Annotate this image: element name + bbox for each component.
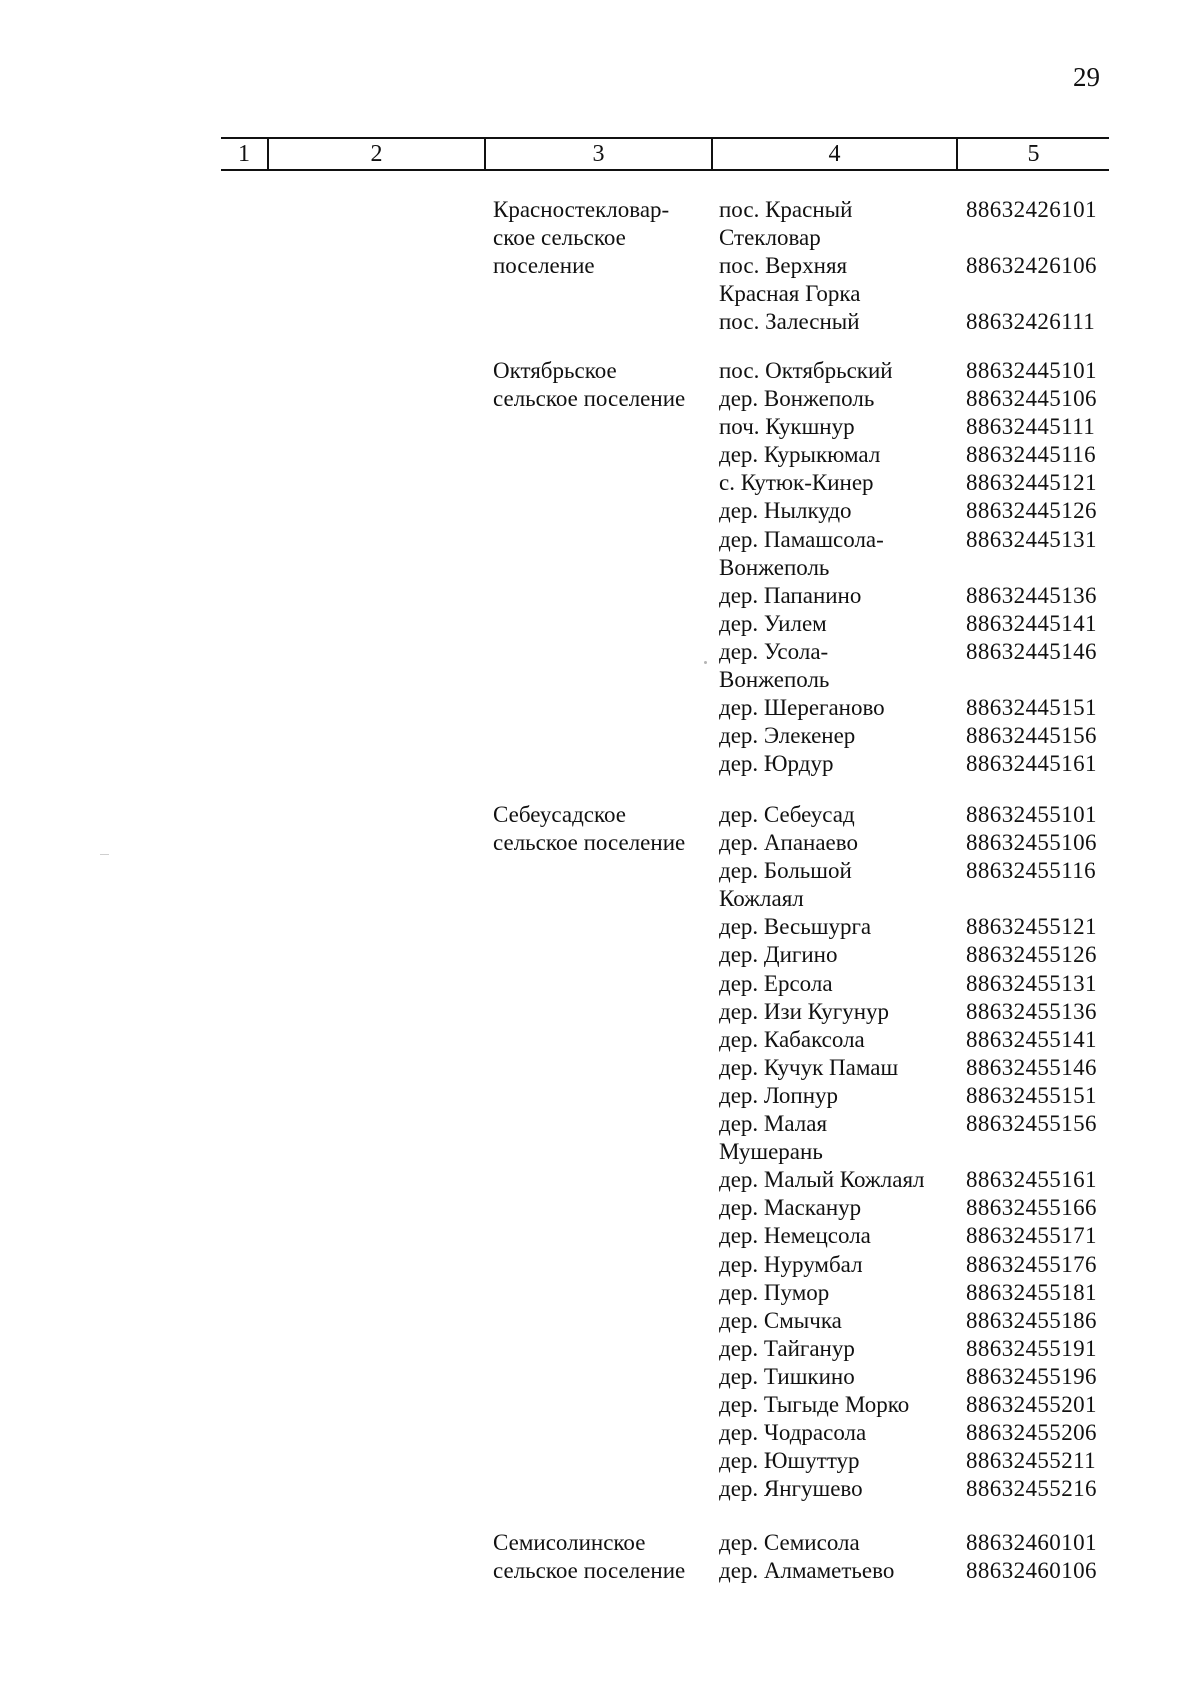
- table-row: [0, 750, 1200, 778]
- table-row: [0, 1251, 1200, 1279]
- okato-code: 88632455196: [966, 1363, 1097, 1389]
- okato-code: 88632445146: [966, 638, 1097, 664]
- okato-code: 88632445116: [966, 442, 1097, 468]
- locality-name: с. Кутюк-Кинер: [719, 470, 874, 496]
- okato-code: 88632460106: [966, 1558, 1097, 1584]
- table-row: [0, 722, 1200, 750]
- okato-code: 88632445101: [966, 358, 1097, 383]
- locality-name: дер. Малая Мушерань: [719, 1111, 828, 1165]
- locality-name: дер. Изи Кугунур: [719, 998, 890, 1024]
- table-row: [0, 1222, 1200, 1250]
- okato-code: 88632455216: [966, 1476, 1097, 1502]
- table-row: [0, 913, 1200, 941]
- locality-name: дер. Семисола: [719, 1530, 860, 1555]
- table-row: [0, 1419, 1200, 1447]
- settlement-name: Себеусадское сельское поселение: [493, 802, 686, 856]
- table-row: [0, 1054, 1200, 1082]
- locality-name: дер. Кабаксола: [719, 1026, 865, 1052]
- settlement-name: Семисолинское сельское поселение: [493, 1530, 686, 1584]
- locality-name: дер. Юшуттур: [719, 1448, 860, 1474]
- locality-name: дер. Дигино: [719, 942, 838, 968]
- table-row: [0, 308, 1200, 336]
- table-row: [0, 1447, 1200, 1475]
- table-row: [0, 1335, 1200, 1363]
- locality-name: дер. Янгушево: [719, 1476, 863, 1502]
- header-col-3: 3: [592, 141, 605, 167]
- locality-name: дер. Себеусад: [719, 802, 855, 827]
- locality-list: [0, 196, 1200, 336]
- okato-code: 88632426106: [966, 253, 1097, 279]
- locality-name: дер. Ерсола: [719, 970, 833, 996]
- okato-code: 88632455166: [966, 1195, 1097, 1221]
- table-row: [0, 1166, 1200, 1194]
- settlement-name: Красностекловар- ское сельское поселение: [493, 197, 670, 279]
- locality-name: дер. Масканур: [719, 1195, 862, 1221]
- table-row: [0, 1026, 1200, 1054]
- locality-name: дер. Курыкюмал: [719, 442, 881, 468]
- locality-name: поч. Кукшнур: [719, 414, 855, 440]
- table-row: [0, 829, 1200, 857]
- okato-code: 88632445121: [966, 470, 1097, 496]
- table-row: [0, 1529, 1200, 1557]
- okato-code: 88632455201: [966, 1391, 1097, 1417]
- locality-name: пос. Октябрьский: [719, 358, 893, 383]
- table-row: [0, 1307, 1200, 1335]
- okato-code: 88632445111: [966, 414, 1096, 440]
- okato-code: 88632455171: [966, 1223, 1097, 1249]
- locality-name: дер. Памашсола- Вонжеполь: [719, 526, 884, 580]
- locality-list: [0, 1529, 1200, 1585]
- locality-name: дер. Тайганур: [719, 1335, 855, 1361]
- table-row: [0, 1475, 1200, 1503]
- okato-code: 88632455116: [966, 858, 1097, 884]
- okato-code: 88632445106: [966, 386, 1097, 412]
- table-row: [0, 1279, 1200, 1307]
- table-row: [0, 1557, 1200, 1585]
- okato-code: 88632455151: [966, 1082, 1097, 1108]
- okato-code: 88632455136: [966, 998, 1097, 1024]
- table-row: [0, 801, 1200, 829]
- table-row: [0, 1110, 1200, 1166]
- locality-name: дер. Чодрасола: [719, 1420, 867, 1446]
- table-row: [0, 610, 1200, 638]
- locality-name: дер. Немецсола: [719, 1223, 871, 1249]
- locality-name: пос. Залесный: [719, 309, 860, 335]
- settlement-name: Октябрьское сельское поселение: [493, 358, 686, 412]
- locality-name: дер. Кучук Памаш: [719, 1054, 899, 1080]
- locality-name: пос. Красный Стекловар: [719, 197, 853, 251]
- okato-code: 88632445141: [966, 610, 1097, 636]
- locality-name: пос. Верхняя Красная Горка: [719, 253, 861, 307]
- okato-code: 88632455141: [966, 1026, 1097, 1052]
- table-row: [0, 1194, 1200, 1222]
- okato-code: 88632455206: [966, 1420, 1097, 1446]
- okato-code: 88632426101: [966, 197, 1097, 222]
- locality-name: дер. Усола- Вонжеполь: [719, 638, 830, 693]
- okato-code: 88632455156: [966, 1111, 1097, 1137]
- locality-name: дер. Юрдур: [719, 751, 834, 777]
- table-row: [0, 638, 1200, 694]
- locality-name: дер. Тыгыде Морко: [719, 1391, 910, 1417]
- okato-code: 88632455106: [966, 830, 1097, 856]
- table-row: [0, 857, 1200, 913]
- okato-code: 88632455176: [966, 1251, 1097, 1277]
- table-row: [0, 526, 1200, 582]
- scan-mark: [100, 854, 109, 855]
- okato-code: 88632455121: [966, 914, 1097, 940]
- table-row: [0, 441, 1200, 469]
- table-row: [0, 196, 1200, 252]
- locality-name: дер. Лопнур: [719, 1082, 839, 1108]
- page-number: 29: [1073, 62, 1100, 92]
- table-row: [0, 413, 1200, 441]
- okato-code: 88632445151: [966, 695, 1097, 721]
- okato-code: 88632445131: [966, 526, 1097, 552]
- locality-name: дер. Папанино: [719, 582, 862, 608]
- locality-name: дер. Апанаево: [719, 830, 858, 856]
- okato-code: 88632426111: [966, 309, 1096, 335]
- scan-mark: [704, 661, 707, 664]
- okato-code: 88632445161: [966, 751, 1097, 777]
- locality-name: дер. Малый Кожлаял: [719, 1167, 925, 1193]
- okato-code: 88632455191: [966, 1335, 1097, 1361]
- locality-name: дер. Вонжеполь: [719, 386, 875, 412]
- locality-list: [0, 801, 1200, 1503]
- table-row: [0, 385, 1200, 413]
- okato-code: 88632445156: [966, 723, 1097, 749]
- okato-code: 88632455126: [966, 942, 1097, 968]
- okato-code: 88632455131: [966, 970, 1097, 996]
- locality-name: дер. Смычка: [719, 1307, 842, 1333]
- table-row: [0, 357, 1200, 385]
- okato-code: 88632455181: [966, 1279, 1097, 1305]
- okato-code: 88632445126: [966, 498, 1097, 524]
- okato-code: 88632455161: [966, 1167, 1097, 1193]
- locality-name: дер. Весьшурга: [719, 914, 872, 940]
- table-row: [0, 694, 1200, 722]
- locality-name: дер. Нурумбал: [719, 1251, 863, 1277]
- header-col-2: 2: [370, 141, 383, 167]
- locality-name: дер. Тишкино: [719, 1363, 855, 1389]
- header-col-4: 4: [828, 141, 841, 167]
- okato-code: 88632460101: [966, 1530, 1097, 1555]
- locality-name: дер. Уилем: [719, 610, 827, 636]
- table-row: [0, 941, 1200, 969]
- header-col-1: 1: [238, 141, 250, 167]
- okato-code: 88632455101: [966, 802, 1097, 827]
- locality-name: дер. Большой Кожлаял: [719, 858, 852, 912]
- okato-code: 88632455186: [966, 1307, 1097, 1333]
- locality-name: дер. Пумор: [719, 1279, 830, 1305]
- locality-list: [0, 357, 1200, 778]
- locality-name: дер. Элекенер: [719, 723, 856, 749]
- table-row: [0, 970, 1200, 998]
- table-header: [221, 137, 1109, 171]
- locality-name: дер. Алмаметьево: [719, 1558, 895, 1584]
- table-row: [0, 469, 1200, 497]
- okato-code: 88632445136: [966, 582, 1097, 608]
- locality-name: дер. Нылкудо: [719, 498, 852, 524]
- header-col-5: 5: [1027, 141, 1040, 167]
- table-row: [0, 1391, 1200, 1419]
- table-row: [0, 252, 1200, 308]
- table-row: [0, 1363, 1200, 1391]
- okato-code: 88632455211: [966, 1448, 1097, 1474]
- locality-name: дер. Шереганово: [719, 695, 885, 721]
- okato-code: 88632455146: [966, 1054, 1097, 1080]
- table-row: [0, 582, 1200, 610]
- table-row: [0, 998, 1200, 1026]
- table-row: [0, 1082, 1200, 1110]
- table-row: [0, 497, 1200, 525]
